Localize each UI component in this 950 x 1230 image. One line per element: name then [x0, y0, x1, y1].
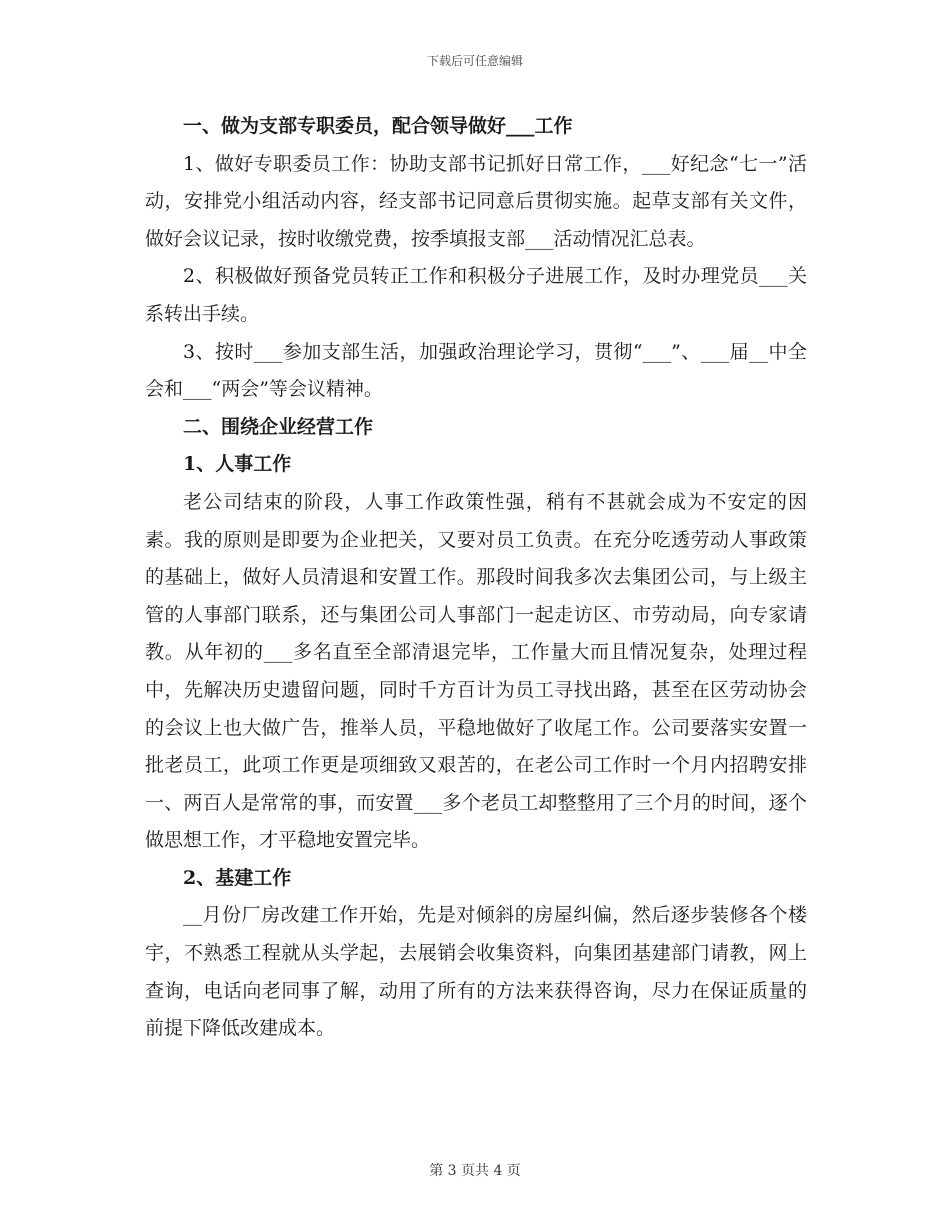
document-body — [145, 108, 807, 1048]
section-heading: 一、做为支部专职委员，配合领导做好___工作 — [183, 115, 573, 137]
paragraph: 老公司结束的阶段，人事工作政策性强，稍有不甚就会成为不安定的因素。我的原则是即要为企业把关，又要对员工负责。在充分吃透劳动人事政策的基础上，做好人员清退和安置工作。那段时间我多次去集团公司，与上级主管的人事部门联系，还与集团公司人事部门一起走访区、市劳动局，向专家请教。从年初的___多名直至全部清退完毕，工作量大而且情况复杂，处理过程中，先解决历史遗留问题，同时千方百计为员工寻找出路，甚至在区劳动协会的会议上也大做广告，推举人员，平稳地做好了收尾工作。公司要落实安置一批老员工，此项工作更是项细致又艰苦的，在老公司工作时一个月内招聘安排一、两百人是常常的事，而安置___多个老员工却整整用了三个月的时间，逐个做思想工作，才平稳地安置完毕。 — [145, 490, 807, 852]
section-heading: 二、围绕企业经营工作 — [183, 415, 374, 438]
subsection-heading: 1、人事工作 — [183, 453, 292, 476]
paragraph: __月份厂房改建工作开始，先是对倾斜的房屋纠偏，然后逐步装修各个楼宇，不熟悉工程就从头学起，去展销会收集资料，向集团基建部门请教，网上查询，电话向老同事了解，动用了所有的方法来获得咨询，尽力在保证质量的前提下降低改建成本。 — [145, 904, 807, 1040]
paragraph: 3、按时___参加支部生活，加强政治理论学习，贯彻“___”、___届__中全会和___“两会”等会议精神。 — [145, 340, 807, 401]
page-footer: 第 3 页共 4 页 — [429, 1163, 521, 1179]
paragraph: 1、做好专职委员工作：协助支部书记抓好日常工作，___好纪念“七一”活动，安排党小组活动内容，经支部书记同意后贯彻实施。起草支部有关文件，做好会议记录，按时收缴党费，按季填报支部___活动情况汇总表。 — [145, 152, 807, 250]
paragraph: 2、积极做好预备党员转正工作和积极分子进展工作，及时办理党员___关系转出手续。 — [145, 265, 807, 325]
page-header: 下载后可任意编辑 — [426, 54, 523, 68]
subsection-heading: 2、基建工作 — [183, 866, 292, 889]
